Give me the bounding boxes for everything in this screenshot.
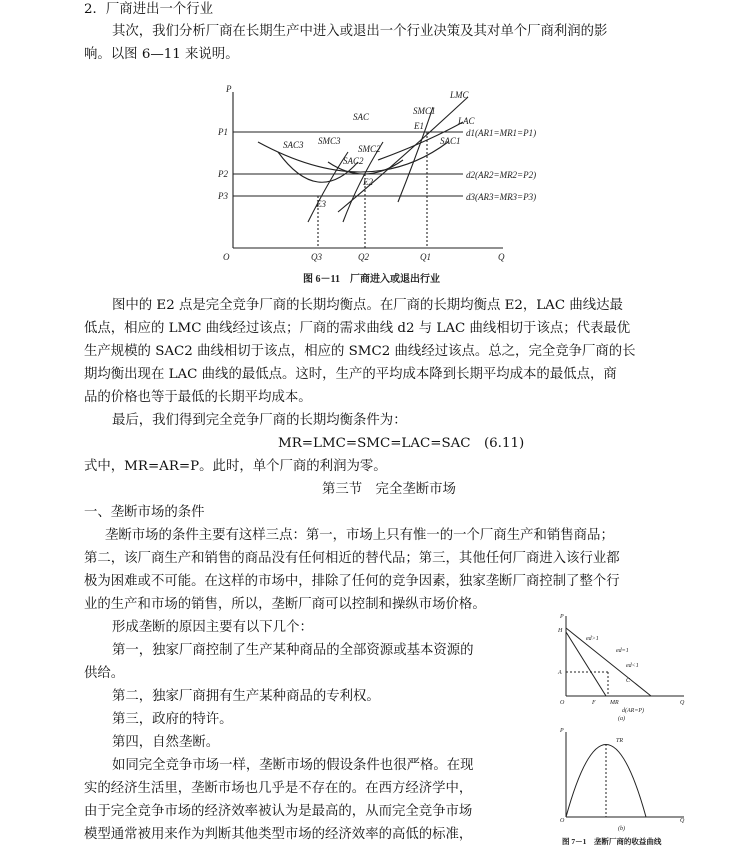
reason3: 第三，政府的特许。	[112, 712, 233, 727]
equation: MR=LMC=SMC=LAC=SAC (6.11)	[278, 436, 525, 451]
fig611-lac: LAC	[458, 116, 475, 126]
fig611-e1: E1	[414, 121, 424, 131]
para2: 最后，我们得到完全竞争厂商的长期均衡条件为：	[112, 413, 407, 428]
fig71a-ed-gt1: ed>1	[586, 636, 599, 642]
fig71a-a: A	[558, 670, 562, 676]
reason1-line-2: 供给。	[84, 666, 125, 681]
fig71a-ed-eq1: ed=1	[616, 648, 629, 654]
fig71a-axis-p: P	[560, 614, 564, 620]
reason1-line-1: 第一，独家厂商控制了生产某种商品的全部资源或基本资源的	[112, 643, 474, 658]
intro-line-2: 响。以图 6—11 来说明。	[84, 47, 239, 62]
fig611-label-p3: P3	[218, 191, 228, 201]
para1-line-5: 品的价格也等于最低的长期平均成本。	[84, 390, 312, 405]
section-heading: 2．厂商进出一个行业	[84, 2, 214, 17]
para1-line-4: 期均衡出现在 LAC 曲线的最低点。这时，生产的平均成本降到长期平均成本的最低点，商	[84, 367, 617, 382]
para3-line-3: 极为困难或不可能。在这样的市场中，排除了任何的竞争因素，独家垄断厂商控制了整个行	[84, 574, 620, 589]
fig71b-origin: O	[560, 818, 565, 824]
fig611-label-q1: Q1	[420, 252, 431, 262]
fig611-sac1: SAC1	[440, 136, 461, 146]
subheading: 一、垄断市场的条件	[84, 505, 205, 520]
fig71a-h: H	[558, 628, 563, 634]
para1-line-2: 低点，相应的 LMC 曲线经过该点；厂商的需求曲线 d2 与 LAC 曲线相切于该点；代表最优	[84, 321, 631, 336]
fig611-caption: 图 6－11 厂商进入或退出行业	[303, 274, 440, 285]
fig611-sac3: SAC3	[283, 140, 304, 150]
fig611-label-p2: P2	[218, 169, 228, 179]
fig71b-axis-q: Q	[680, 818, 685, 824]
note: 式中，MR=AR=P。此时，单个厂商的利润为零。	[84, 459, 387, 474]
fig611-lmc: LMC	[450, 90, 469, 100]
fig71b-label: (b)	[618, 826, 625, 832]
reason4: 第四，自然垄断。	[112, 735, 220, 750]
para3-line-4: 业的生产和市场的销售，所以，垄断厂商可以控制和操纵市场价格。	[84, 597, 486, 612]
fig611-label-p1: P1	[218, 127, 228, 137]
fig71a-d: d(AR=P)	[622, 708, 645, 714]
intro-line-1: 其次，我们分析厂商在长期生产中进入或退出一个行业决策及其对单个厂商利润的影	[112, 24, 608, 39]
fig611-label-q3: Q3	[311, 252, 322, 262]
para4-line-3: 由于完全竞争市场的经济效率被认为是最高的，从而完全竞争市场	[84, 804, 473, 819]
fig71b-tr: TR	[616, 738, 624, 744]
fig71b-axis-p: P	[560, 728, 564, 734]
para1-line-1: 图中的 E2 点是完全竞争厂商的长期均衡点。在厂商的长期均衡点 E2，LAC 曲线达最	[112, 298, 623, 313]
para1-line-3: 生产规模的 SAC2 曲线相切于该点，相应的 SMC2 曲线经过该点。总之，完全竞争厂商的长	[84, 344, 636, 359]
reason2: 第二，独家厂商拥有生产某种商品的专利权。	[112, 689, 380, 704]
fig71a-f: F	[592, 700, 596, 706]
fig611-d1-label: d1(AR1=MR1=P1)	[466, 128, 537, 138]
fig611-d2-label: d2(AR2=MR2=P2)	[466, 170, 537, 180]
para3-line-1: 垄断市场的条件主要有这样三点：第一，市场上只有惟一的一个厂商生产和销售商品；	[105, 528, 614, 543]
section-title: 第三节 完全垄断市场	[322, 482, 456, 497]
fig611-axis-p: P	[226, 84, 232, 94]
fig611-label-q2: Q2	[358, 252, 369, 262]
reasons-intro: 形成垄断的原因主要有以下几个：	[112, 620, 313, 635]
fig611-smc3: SMC3	[318, 136, 341, 146]
fig611-smc2: SMC2	[358, 144, 381, 154]
figure-6-11	[218, 82, 558, 290]
fig611-origin: O	[223, 252, 230, 262]
fig611-e2: E2	[363, 177, 373, 187]
para4-line-4: 模型通常被用来作为判断其他类型市场的经济效率的高低的标准，	[84, 827, 473, 842]
para4-line-1: 如同完全竞争市场一样，垄断市场的假设条件也很严格。在现	[112, 758, 474, 773]
fig611-sac: SAC	[353, 112, 370, 122]
fig611-e3: E3	[316, 199, 326, 209]
fig71a-origin: O	[560, 700, 565, 706]
fig71a-ed-lt1: ed<1	[626, 663, 639, 669]
fig611-smc1: SMC1	[413, 106, 436, 116]
fig71a-mr: MR	[610, 700, 619, 706]
para4-line-2: 实的经济生活里，垄断市场也几乎是不存在的。在西方经济学中，	[84, 781, 473, 796]
figure-7-1	[556, 612, 706, 851]
fig71a-axis-q: Q	[680, 700, 685, 706]
fig71a-label: (a)	[618, 716, 625, 722]
fig611-axis-q: Q	[498, 252, 505, 262]
fig71a-c: C	[626, 678, 631, 684]
para3-line-2: 第二，该厂商生产和销售的商品没有任何相近的替代品；第三，其他任何厂商进入该行业都	[84, 551, 620, 566]
fig611-sac2: SAC2	[343, 156, 364, 166]
fig71-caption: 图 7－1 垄断厂商的收益曲线	[562, 837, 662, 846]
fig611-d3-label: d3(AR3=MR3=P3)	[466, 192, 537, 202]
